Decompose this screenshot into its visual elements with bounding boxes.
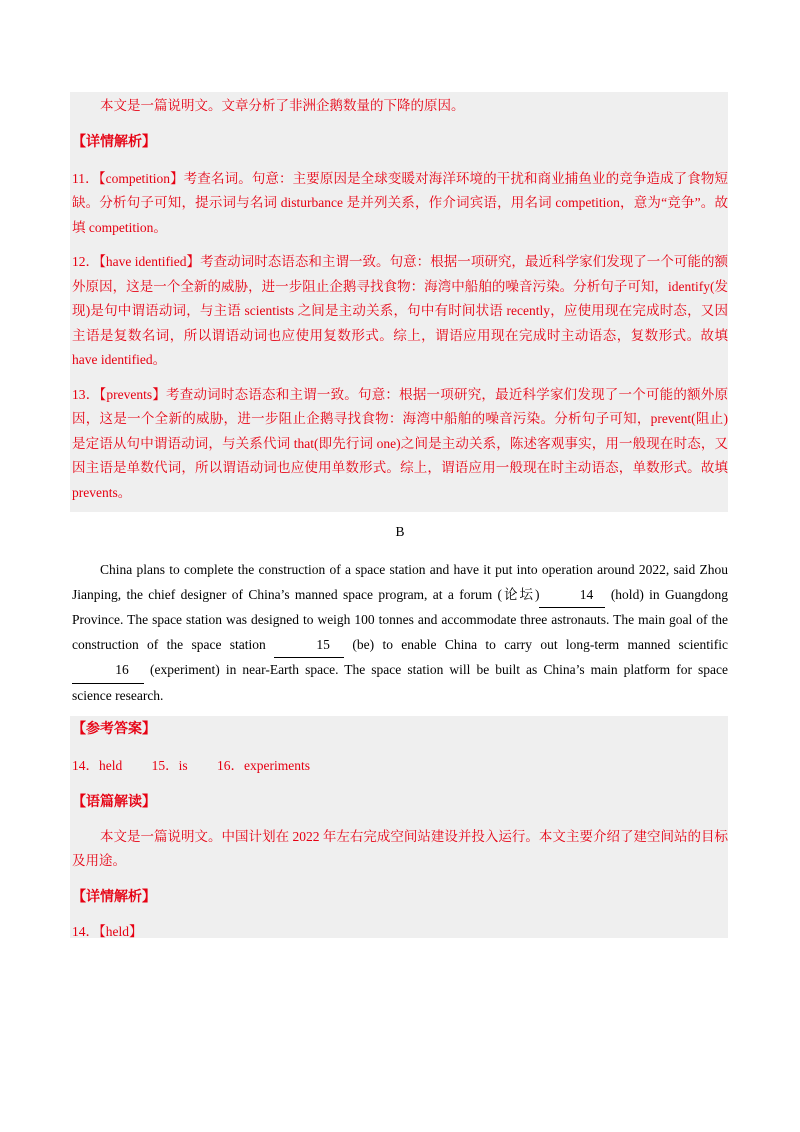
section-b-answers bbox=[72, 718, 728, 944]
explanation-item-11: 11．【competition】考查名词。句意：主要原因是全球变暖对海洋环境的干扰和商业捕鱼业的竞争造成了食物短缺。分析句子可知，提示词与名词 disturbance 是并列关系，作介词宾语，用名词 competition，意为“竞争”。故填 competition。 bbox=[72, 170, 728, 235]
blank-15: 15 bbox=[274, 633, 344, 659]
reading-summary-b: 本文是一篇说明文。中国计划在 2022 年左右完成空间站建设并投入运行。本文主要介绍了建空间站的目标及用途。 bbox=[72, 828, 728, 868]
blank-14: 14 bbox=[539, 583, 605, 609]
answer-16: 16．experiments bbox=[217, 758, 310, 773]
answer-list bbox=[72, 754, 728, 779]
section-a bbox=[72, 94, 728, 505]
detail-heading-a: 【详情解析】 bbox=[72, 134, 156, 150]
answer-15: 15．is bbox=[151, 758, 188, 773]
passage-summary-a: 本文是一篇说明文。文章分析了非洲企鹅数量的下降的原因。 bbox=[100, 98, 465, 113]
explanation-item-12: 12．【have identified】考查动词时态语态和主谓一致。句意：根据一项研究，最近科学家们发现了一个可能的额外原因，这是一个全新的威胁，进一步阻止企鹅寻找食物：海湾中船舶的噪音污染。分析句子可知，identify(发现)是句中谓语动词，与主语 scientists 之间是主动关系，句中有时间状语 recently，应使用现在完成时态，又因主语是复数名词，所以谓语动词也应使用复数形式。综上，谓语应用现在完成时主动语态，复数形式。故填 have identified。 bbox=[72, 254, 728, 367]
passage-text-1: China plans to complete the construction of a space station and have it put into operation around 2022, said Zhou Jianping, the chief designer of China’s manned space program, at a forum (论坛) bbox=[72, 562, 728, 602]
explanation-item-14: 14．【held】 bbox=[72, 923, 143, 939]
detail-heading-b: 【详情解析】 bbox=[72, 889, 156, 905]
section-letter-b: B bbox=[395, 524, 405, 539]
explanation-item-13: 13．【prevents】考查动词时态语态和主谓一致。句意：根据一项研究，最近科学家们发现了一个可能的额外原因，这是一个全新的威胁，进一步阻止企鹅寻找食物：海湾中船舶的噪音污染。分析句子可知，prevent(阻止)是定语从句中谓语动词，与关系代词 that(即先行词 one)之间是主动关系，陈述客观事实，用一般现在时态，又因主语是单数代词，所以谓语动词也应使用单数形式。综上，谓语应用一般现在时主动语态，单数形式。故填 prevents。 bbox=[72, 386, 728, 500]
passage-text-2: (hold) in Guangdong Province. The space station was designed to weigh 100 tonnes and accommodate three astronauts. The main goal of the construction of the space station bbox=[72, 586, 728, 652]
passage-text-4: (experiment) in near-Earth space. The space station will be built as China’s main platform for space science research. bbox=[72, 662, 728, 703]
reading-heading: 【语篇解读】 bbox=[72, 794, 156, 810]
answer-14: 14．held bbox=[72, 758, 123, 773]
cloze-passage-b bbox=[72, 558, 728, 708]
answer-heading: 【参考答案】 bbox=[72, 722, 156, 737]
passage-text-3: (be) to enable China to carry out long-term manned scientific bbox=[344, 636, 728, 652]
blank-16: 16 bbox=[72, 658, 144, 684]
